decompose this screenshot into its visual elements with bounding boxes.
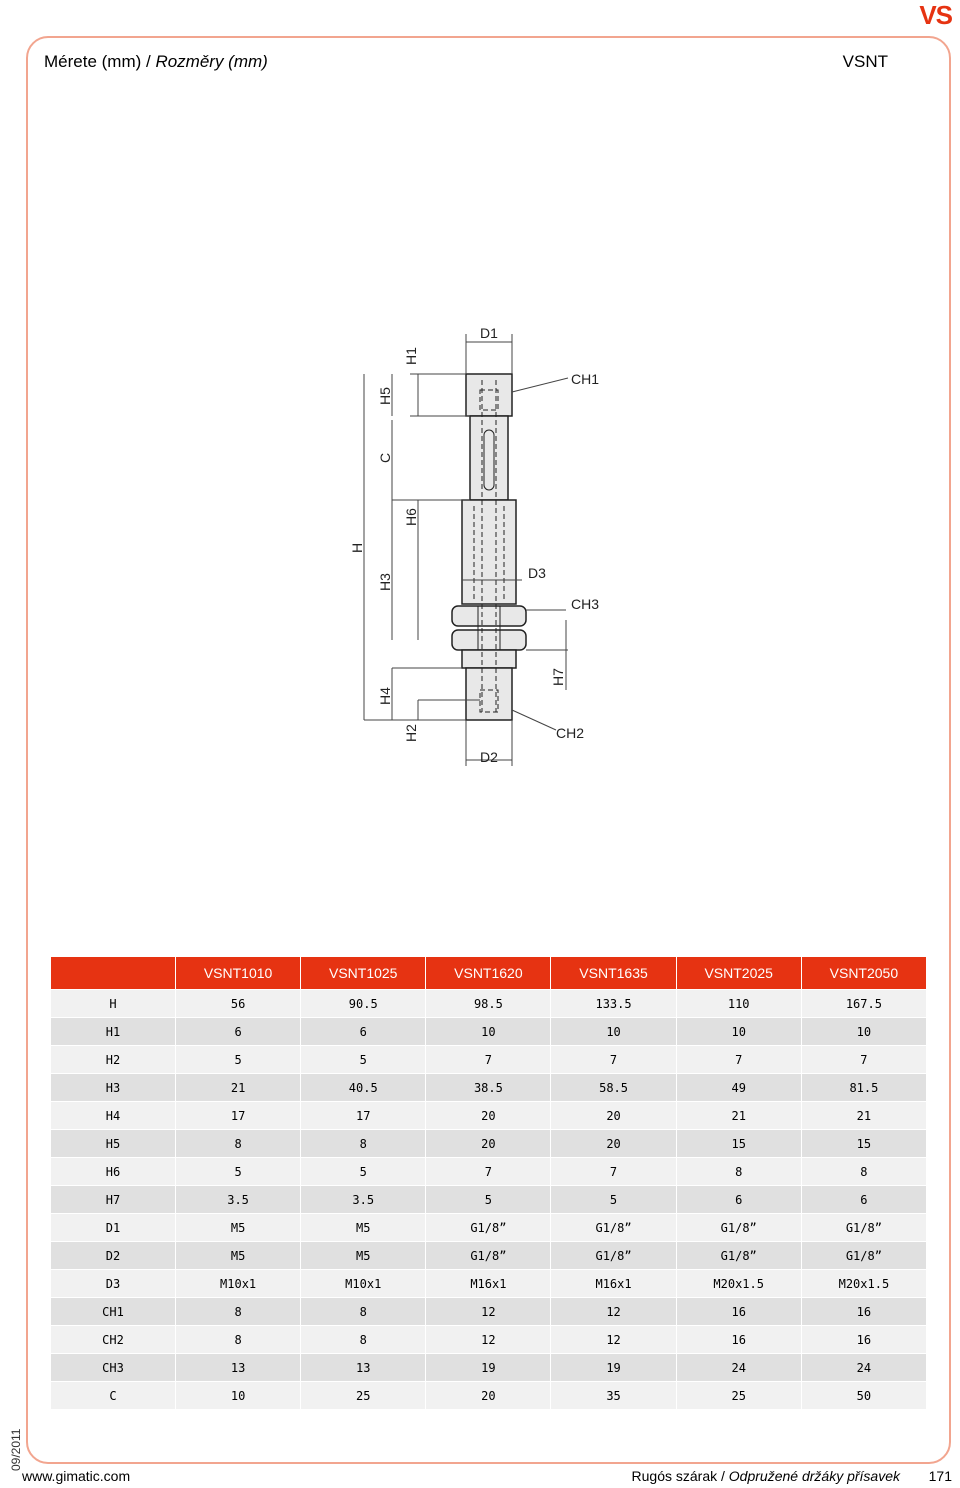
row-label: H2 — [51, 1046, 175, 1073]
table-cell: 5 — [551, 1186, 675, 1213]
table-cell: 50 — [802, 1382, 926, 1409]
table-cell: 12 — [551, 1326, 675, 1353]
table-cell: M10x1 — [301, 1270, 425, 1297]
row-label: D1 — [51, 1214, 175, 1241]
table-cell: 16 — [677, 1298, 801, 1325]
model-name: VSNT — [842, 52, 888, 71]
table-cell: 7 — [677, 1046, 801, 1073]
table-cell: 12 — [551, 1298, 675, 1325]
row-label: CH1 — [51, 1298, 175, 1325]
table-cell: 6 — [176, 1018, 300, 1045]
table-cell: G1/8” — [551, 1242, 675, 1269]
table-cell: 8 — [176, 1326, 300, 1353]
table-cell: 10 — [677, 1018, 801, 1045]
table-cell: 7 — [551, 1158, 675, 1185]
table-cell: 6 — [301, 1018, 425, 1045]
table-row — [51, 1382, 926, 1409]
table-cell: 58.5 — [551, 1074, 675, 1101]
table-cell: 10 — [176, 1382, 300, 1409]
table-cell: G1/8” — [802, 1242, 926, 1269]
nut-lower — [452, 630, 526, 650]
table-cell: 40.5 — [301, 1074, 425, 1101]
table-row — [51, 1158, 926, 1185]
table-cell: G1/8” — [551, 1214, 675, 1241]
label-CH3: CH3 — [571, 596, 600, 612]
table-cell: 24 — [677, 1354, 801, 1381]
table-cell: 3.5 — [176, 1186, 300, 1213]
table-cell: 20 — [551, 1102, 675, 1129]
table-cell: 19 — [426, 1354, 550, 1381]
table-cell: 90.5 — [301, 990, 425, 1017]
upper-shaft — [470, 416, 508, 500]
page-title — [44, 52, 268, 72]
column-header: VSNT1635 — [551, 957, 675, 989]
table-cell: 8 — [301, 1298, 425, 1325]
row-label: CH3 — [51, 1354, 175, 1381]
table-row — [51, 1270, 926, 1297]
table-cell: M16x1 — [551, 1270, 675, 1297]
table-cell: 20 — [551, 1130, 675, 1157]
row-label: H6 — [51, 1158, 175, 1185]
title-czech: Rozměry (mm) — [155, 52, 268, 71]
table-cell: 21 — [802, 1102, 926, 1129]
table-cell: 5 — [301, 1046, 425, 1073]
table-row — [51, 1298, 926, 1325]
row-label: H — [51, 990, 175, 1017]
table-cell: 98.5 — [426, 990, 550, 1017]
table-cell: 8 — [677, 1158, 801, 1185]
table-row — [51, 1326, 926, 1353]
table-cell: 10 — [802, 1018, 926, 1045]
table-cell: 3.5 — [301, 1186, 425, 1213]
table-cell: 25 — [301, 1382, 425, 1409]
table-cell: 15 — [802, 1130, 926, 1157]
table-cell: 25 — [677, 1382, 801, 1409]
table-row — [51, 1186, 926, 1213]
table-cell: 7 — [802, 1046, 926, 1073]
label-H2: H2 — [403, 724, 419, 742]
table-cell: M5 — [301, 1214, 425, 1241]
label-CH1: CH1 — [571, 371, 600, 387]
product-czech: Odpružené držáky přísavek — [728, 1468, 900, 1484]
edition-date: 09/2011 — [9, 1428, 23, 1471]
column-header: VSNT1025 — [301, 957, 425, 989]
table-row — [51, 1046, 926, 1073]
table-body — [51, 990, 926, 1409]
table-cell: 6 — [802, 1186, 926, 1213]
label-C: C — [377, 452, 393, 463]
table-cell: 56 — [176, 990, 300, 1017]
label-D1: D1 — [480, 325, 498, 341]
footer-product — [632, 1468, 900, 1484]
table-cell: 5 — [301, 1158, 425, 1185]
nut-upper — [452, 606, 526, 626]
table-cell: 38.5 — [426, 1074, 550, 1101]
table-cell: 110 — [677, 990, 801, 1017]
website: www.gimatic.com — [22, 1468, 131, 1484]
row-label: D3 — [51, 1270, 175, 1297]
table-cell: 20 — [426, 1102, 550, 1129]
table-cell: M16x1 — [426, 1270, 550, 1297]
label-D2: D2 — [480, 749, 498, 765]
product-hungarian: Rugós szárak / — [631, 1468, 729, 1484]
table-cell: 12 — [426, 1298, 550, 1325]
row-label: H3 — [51, 1074, 175, 1101]
row-label: H5 — [51, 1130, 175, 1157]
table-cell: G1/8” — [426, 1242, 550, 1269]
label-H: H — [349, 542, 365, 553]
table-cell: 35 — [551, 1382, 675, 1409]
table-cell: 16 — [802, 1326, 926, 1353]
table-cell: 16 — [677, 1326, 801, 1353]
row-label: H1 — [51, 1018, 175, 1045]
table-cell: 133.5 — [551, 990, 675, 1017]
label-H6: H6 — [403, 508, 419, 526]
row-label: H7 — [51, 1186, 175, 1213]
section-tag: VS — [919, 0, 952, 30]
row-label: CH2 — [51, 1326, 175, 1353]
header-corner — [51, 957, 175, 989]
table-cell: 20 — [426, 1130, 550, 1157]
main-body — [462, 500, 516, 604]
label-H5: H5 — [377, 387, 393, 405]
label-H1: H1 — [403, 347, 419, 365]
table-cell: M10x1 — [176, 1270, 300, 1297]
table-cell: M20x1.5 — [677, 1270, 801, 1297]
lower-body — [462, 650, 516, 668]
row-label: H4 — [51, 1102, 175, 1129]
table-cell: G1/8” — [677, 1214, 801, 1241]
label-H4: H4 — [377, 687, 393, 705]
table-cell: 81.5 — [802, 1074, 926, 1101]
table-row — [51, 1354, 926, 1381]
table-cell: 8 — [802, 1158, 926, 1185]
table-cell: 7 — [426, 1158, 550, 1185]
table-cell: 21 — [677, 1102, 801, 1129]
table-cell: G1/8” — [802, 1214, 926, 1241]
column-header: VSNT1620 — [426, 957, 550, 989]
table-cell: 167.5 — [802, 990, 926, 1017]
table-cell: 6 — [677, 1186, 801, 1213]
table-cell: M5 — [176, 1242, 300, 1269]
table-cell: G1/8” — [426, 1214, 550, 1241]
table-cell: 49 — [677, 1074, 801, 1101]
table-cell: 10 — [426, 1018, 550, 1045]
dimensions-table — [50, 956, 927, 1410]
table-cell: 5 — [176, 1158, 300, 1185]
table-cell: M5 — [301, 1242, 425, 1269]
table-cell: 10 — [551, 1018, 675, 1045]
table-cell: 16 — [802, 1298, 926, 1325]
row-label: D2 — [51, 1242, 175, 1269]
table-cell: 8 — [176, 1130, 300, 1157]
table-cell: 12 — [426, 1326, 550, 1353]
top-hex — [466, 374, 512, 416]
column-header: VSNT2025 — [677, 957, 801, 989]
table-cell: 17 — [301, 1102, 425, 1129]
table-cell: M5 — [176, 1214, 300, 1241]
table-cell: G1/8” — [677, 1242, 801, 1269]
table-cell: 21 — [176, 1074, 300, 1101]
table-row — [51, 990, 926, 1017]
table-cell: 24 — [802, 1354, 926, 1381]
table-cell: 13 — [301, 1354, 425, 1381]
table-cell: 15 — [677, 1130, 801, 1157]
table-cell: 8 — [301, 1326, 425, 1353]
table-row — [51, 1018, 926, 1045]
table-cell: 8 — [176, 1298, 300, 1325]
label-H3: H3 — [377, 573, 393, 591]
column-header: VSNT1010 — [176, 957, 300, 989]
table-row — [51, 1242, 926, 1269]
technical-drawing — [0, 300, 960, 780]
table-cell: 5 — [176, 1046, 300, 1073]
row-label: C — [51, 1382, 175, 1409]
table-row — [51, 1074, 926, 1101]
page-number: 171 — [928, 1468, 952, 1484]
table-cell: M20x1.5 — [802, 1270, 926, 1297]
table-cell: 19 — [551, 1354, 675, 1381]
table-header-row — [51, 957, 926, 989]
table-row — [51, 1102, 926, 1129]
table-cell: 7 — [426, 1046, 550, 1073]
column-header: VSNT2050 — [802, 957, 926, 989]
table-cell: 5 — [426, 1186, 550, 1213]
table-row — [51, 1214, 926, 1241]
table-cell: 8 — [301, 1130, 425, 1157]
label-D3: D3 — [528, 565, 546, 581]
label-H7: H7 — [550, 668, 566, 686]
table-cell: 20 — [426, 1382, 550, 1409]
title-hungarian: Mérete (mm) / — [44, 52, 156, 71]
label-CH2: CH2 — [556, 725, 585, 741]
table-cell: 17 — [176, 1102, 300, 1129]
table-cell: 7 — [551, 1046, 675, 1073]
table-row — [51, 1130, 926, 1157]
table-cell: 13 — [176, 1354, 300, 1381]
